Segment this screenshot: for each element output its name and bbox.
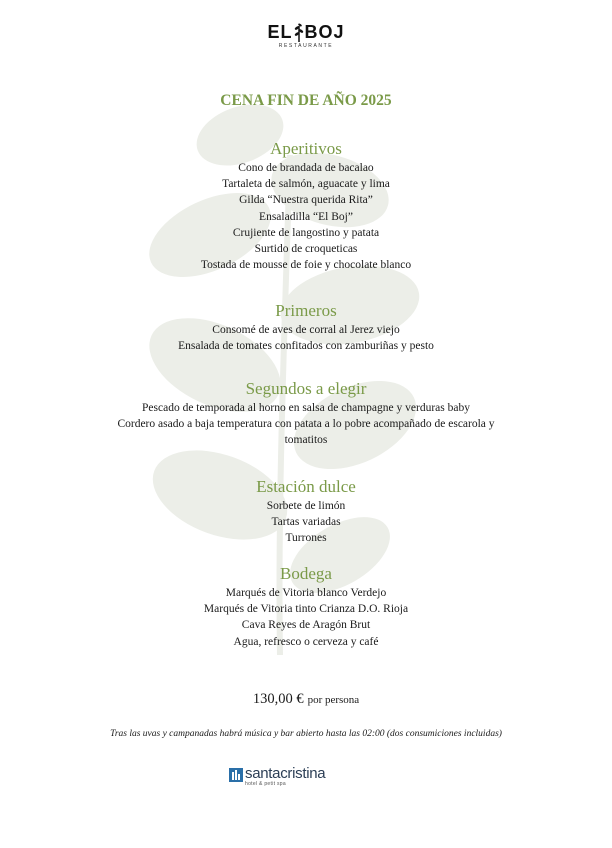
- section-segundos: [0, 378, 612, 449]
- price-amount: 130,00 €: [252, 691, 304, 707]
- logo-name-right: BOJ: [304, 22, 345, 42]
- section-primeros: [0, 300, 612, 354]
- hotel-name: santacristina: [245, 765, 326, 782]
- menu-item: Surtido de croqueticas: [254, 243, 358, 256]
- section-title: Segundos a elegir: [245, 379, 367, 398]
- menu-item: Consomé de aves de corral al Jerez viejo: [212, 324, 400, 336]
- footnote: Tras las uvas y campanadas habrá música y bar abierto hasta las 02:00 (dos consumiciones incluidas): [110, 729, 502, 739]
- section-bodega: [0, 563, 612, 650]
- menu-item: Sorbete de limón: [266, 500, 346, 512]
- menu-item: Pescado de temporada al horno en salsa de champagne y verduras baby: [142, 402, 470, 414]
- section-estacion-dulce: [0, 476, 612, 547]
- restaurant-logo: [0, 22, 612, 49]
- section-aperitivos: [0, 138, 612, 273]
- menu-item: Cordero asado a baja temperatura con patata a lo pobre acompañado de escarola y: [117, 418, 495, 431]
- section-title: Estación dulce: [256, 477, 356, 496]
- hotel-subtitle: hotel & petit spa: [245, 781, 286, 787]
- menu-item: tomatitos: [284, 434, 328, 447]
- menu-item: Crujiente de langostino y patata: [232, 226, 380, 239]
- menu-item: Tartaleta de salmón, aguacate y lima: [222, 178, 390, 191]
- logo-name-left: EL: [267, 22, 293, 42]
- hotel-logo: [229, 766, 325, 787]
- menu-item: Marqués de Vitoria tinto Crianza D.O. Rioja: [203, 603, 409, 616]
- menu-item: Tostada de mousse de foie y chocolate blanco: [200, 259, 412, 272]
- section-title: Aperitivos: [270, 139, 342, 158]
- price-line: [0, 690, 612, 708]
- section-title: Bodega: [280, 564, 332, 583]
- menu-item: Gilda “Nuestra querida Rita”: [239, 194, 373, 207]
- leaf-logo-icon: [294, 22, 304, 42]
- menu-item: Ensalada de tomates confitados con zamburiñas y pesto: [178, 340, 434, 353]
- logo-subtitle: RESTAURANTE: [278, 43, 334, 49]
- menu-item: Tartas variadas: [271, 516, 341, 529]
- menu-item: Cono de brandada de bacalao: [238, 162, 374, 174]
- menu-item: Ensaladilla “El Boj”: [259, 210, 353, 223]
- menu-item: Marqués de Vitoria blanco Verdejo: [225, 587, 387, 599]
- price-unit: por persona: [307, 694, 360, 706]
- menu-item: Turrones: [285, 532, 327, 545]
- menu-item: Agua, refresco o cerveza y café: [233, 635, 379, 648]
- menu-title: CENA FIN DE AÑO 2025: [220, 92, 392, 109]
- section-title: Primeros: [275, 301, 337, 320]
- menu-item: Cava Reyes de Aragón Brut: [241, 619, 371, 632]
- hotel-building-icon: [229, 768, 243, 782]
